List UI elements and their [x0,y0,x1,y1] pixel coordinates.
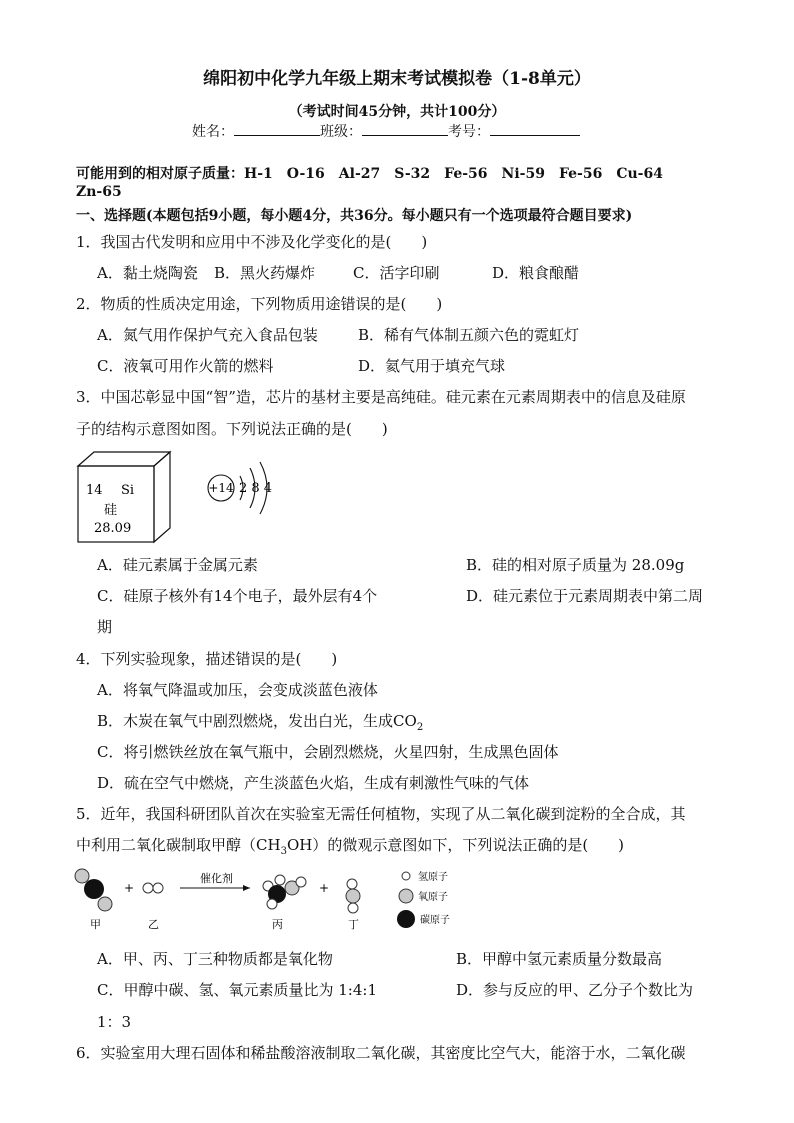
q4-option-b-sub: 2 [416,722,424,733]
h2o-molecule [346,879,360,913]
nucleus-charge: +14 [208,481,234,495]
q2-stem: 2．物质的性质决定用途，下列物质用途错误的是( ) [76,295,443,313]
atomic-masses-line1: 可能用到的相对原子质量：H-1 O-16 Al-27 S-32 Fe-56 Ni-59 Fe-56 Cu-64 [76,166,663,182]
label-ding: 丁 [348,918,359,931]
cell-name: 硅 [104,503,118,518]
class-label: 班级： [320,124,362,140]
legend-carbon: 碳原子 [420,915,450,926]
q4-option-d[interactable]: D．硫在空气中燃烧，产生淡蓝色火焰，生成有刺激性气味的气体 [97,774,530,792]
name-label: 姓名： [192,124,234,140]
legend-oxygen: 氧原子 [418,892,448,903]
q1-option-a[interactable]: A．黏土烧陶瓷 [97,264,198,282]
q5-stem-line1: 5．近年，我国科研团队首次在实验室无需任何植物，实现了从二氧化碳到淀粉的全合成，其 [76,805,686,823]
q3-option-d-cont: 期 [97,618,113,636]
q1-option-d[interactable]: D．粮食酿醋 [492,264,580,282]
catalyst-label: 催化剂 [200,872,233,885]
h2-molecule [143,883,163,893]
legend-oxygen-marker [399,889,413,903]
q3-stem-line1: 3．中国芯彰显中国“智”造，芯片的基材主要是高纯硅。硅元素在元素周期表中的信息及硅原 [76,388,686,406]
q1-option-c[interactable]: C．活字印刷 [353,264,440,282]
q2-option-c[interactable]: C．液氧可用作火箭的燃料 [97,357,274,375]
q5-option-d[interactable]: D．参与反应的甲、乙分子个数比为 [456,981,694,999]
atom-structure-diagram [208,462,272,514]
q5-stem-subscript: 3 [280,846,287,857]
q6-stem: 6．实验室用大理石固体和稀盐酸溶液制取二氧化碳，其密度比空气大，能溶于水，二氧化碳 [76,1044,686,1062]
cell-symbol: Si [121,483,135,498]
q2-option-d[interactable]: D．氦气用于填充气球 [358,357,506,375]
label-bing: 丙 [272,918,283,931]
methanol-molecule [263,875,306,909]
silicon-figure [74,448,294,548]
q2-option-b[interactable]: B．稀有气体制五颜六色的霓虹灯 [358,326,580,344]
label-yi: 乙 [148,918,159,931]
legend-carbon-marker [397,910,415,928]
q3-option-d[interactable]: D．硅元素位于元素周期表中第二周 [466,587,704,605]
legend-hydrogen-marker [402,872,410,880]
q3-stem-line2: 子的结构示意图如图。下列说法正确的是( ) [76,420,388,438]
q5-stem-line2-b: OH）的微观示意图如下，下列说法正确的是( ) [286,836,625,854]
q5-option-b[interactable]: B．甲醇中氢元素质量分数最高 [456,950,663,968]
q5-option-d-cont: 1：3 [97,1013,132,1031]
q3-option-c[interactable]: C．硅原子核外有14个电子，最外层有4个 [97,587,378,605]
cell-atomic-number: 14 [86,483,103,498]
number-label: 考号： [448,124,490,140]
atomic-masses-line2: Zn-65 [76,184,122,200]
name-blank[interactable] [234,121,320,136]
cell-mass: 28.09 [94,521,132,536]
q1-stem: 1．我国古代发明和应用中不涉及化学变化的是( ) [76,233,428,251]
reaction-diagram [72,864,492,936]
number-blank[interactable] [490,121,580,136]
q3-option-a[interactable]: A．硅元素属于金属元素 [97,556,258,574]
section-heading: 一、选择题(本题包括9小题，每小题4分，共36分。每小题只有一个选项最符合题目要求) [76,208,633,224]
q4-option-b-text: B．木炭在氧气中剧烈燃烧，发出白光，生成CO [97,712,417,730]
electron-shells: 2 8 4 [239,481,273,496]
q4-option-a[interactable]: A．将氧气降温或加压，会变成淡蓝色液体 [97,681,378,699]
exam-time-subtitle: （考试时间45分钟，共计100分） [288,104,506,120]
q5-stem-line2-a: 中利用二氧化碳制取甲醇（CH [76,836,281,854]
q5-option-c[interactable]: C．甲醇中碳、氢、氧元素质量比为 1:4:1 [97,981,377,999]
co2-molecule [75,869,112,911]
page-title: 绵阳初中化学九年级上期末考试模拟卷（1-8单元） [203,69,591,89]
q5-option-a[interactable]: A．甲、丙、丁三种物质都是氧化物 [97,950,333,968]
q2-option-a[interactable]: A．氮气用作保护气充入食品包装 [97,326,318,344]
q3-option-b[interactable]: B．硅的相对原子质量为 28.09g [466,556,685,574]
q4-option-b[interactable] [97,710,423,733]
plus-sign-2: + [319,881,330,895]
plus-sign-1: + [124,881,135,895]
q4-option-c[interactable]: C．将引燃铁丝放在氧气瓶中，会剧烈燃烧，火星四射，生成黑色固体 [97,743,559,761]
label-jia: 甲 [90,918,101,931]
student-info-row [192,121,580,141]
q4-stem: 4．下列实验现象，描述错误的是( ) [76,650,338,668]
q1-option-b[interactable]: B．黑火药爆炸 [214,264,316,282]
q5-stem-line2 [76,834,624,857]
class-blank[interactable] [362,121,448,136]
legend-hydrogen: 氢原子 [418,872,448,883]
